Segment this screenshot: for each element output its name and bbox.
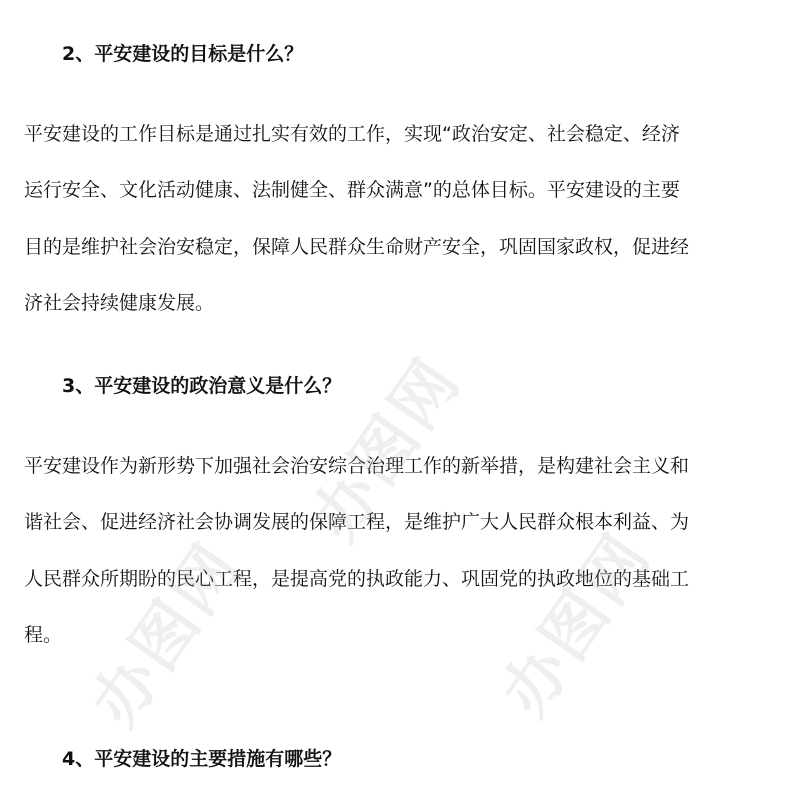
section-heading-4: 4、平安建设的主要措施有哪些？ (62, 748, 342, 770)
watermark-text: 办图网 (78, 529, 256, 740)
paragraph-line: 运行安全、文化活动健康、法制健全、群众满意”的总体目标。平安建设的主要 (24, 179, 680, 201)
watermark-text: 办图网 (298, 344, 476, 555)
paragraph-line: 人民群众所期盼的民心工程，是提高党的执政能力、巩固党的执政地位的基础工 (24, 568, 690, 590)
section-heading-3: 3、平安建设的政治意义是什么？ (62, 375, 342, 397)
paragraph-line: 目的是维护社会治安稳定，保障人民群众生命财产安全，巩固国家政权，促进经 (24, 236, 690, 258)
watermark-text: 办图网 (488, 519, 666, 730)
paragraph-line: 平安建设的工作目标是通过扎实有效的工作，实现“政治安定、社会稳定、经济 (24, 123, 680, 145)
section-heading-2: 2、平安建设的目标是什么？ (62, 43, 304, 65)
paragraph-line: 济社会持续健康发展。 (24, 292, 215, 314)
paragraph-line: 程。 (24, 624, 63, 646)
paragraph-line: 谐社会、促进经济社会协调发展的保障工程，是维护广大人民群众根本利益、为 (24, 511, 690, 533)
paragraph-line: 平安建设作为新形势下加强社会治安综合治理工作的新举措，是构建社会主义和 (24, 455, 690, 477)
